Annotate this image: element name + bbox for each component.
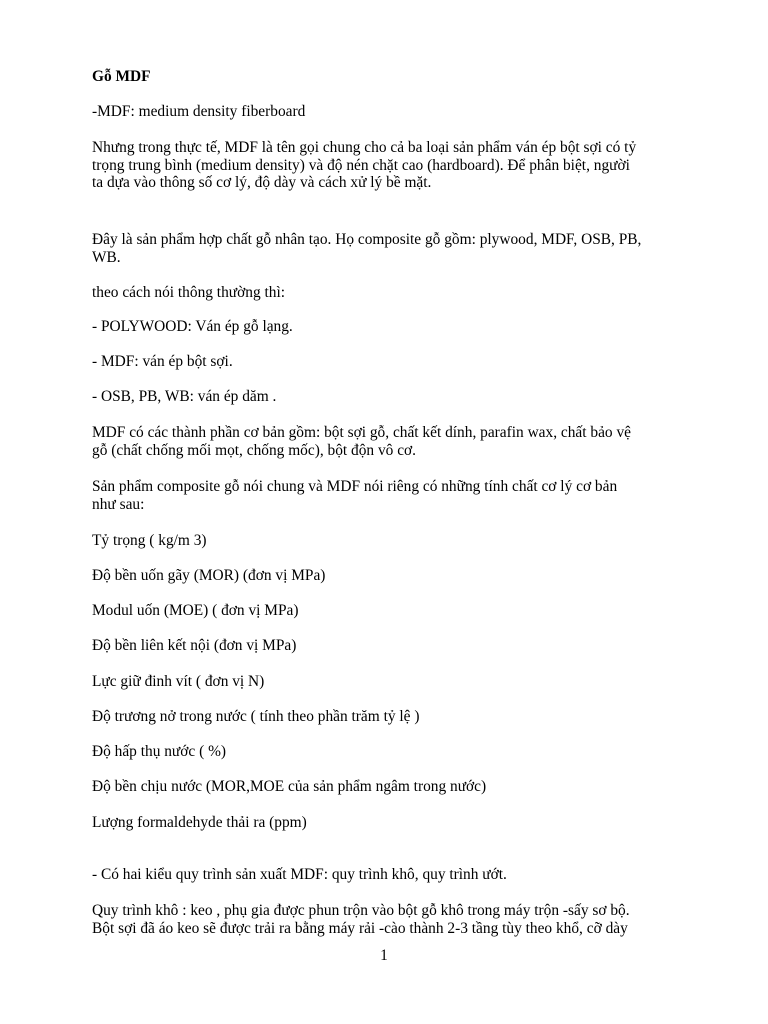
page-number: 1 xyxy=(380,947,388,964)
text-line: ta dựa vào thông số cơ lý, độ dày và cách xử lý bề mặt. xyxy=(92,174,432,191)
list-item xyxy=(92,353,732,371)
text-line: Tỷ trọng ( kg/m 3) xyxy=(92,532,207,549)
paragraph xyxy=(92,139,732,192)
paragraph xyxy=(92,284,732,302)
text-line: Độ trương nở trong nước ( tính theo phần trăm tỷ lệ ) xyxy=(92,708,420,725)
paragraph xyxy=(92,866,732,884)
text-line: theo cách nói thông thường thì: xyxy=(92,284,286,301)
list-item xyxy=(92,318,732,336)
text-line: Quy trình khô : keo , phụ gia được phun trộn vào bột gỗ khô trong máy trộn -sấy sơ bộ. xyxy=(92,902,630,919)
paragraph xyxy=(92,424,732,459)
text-line: - OSB, PB, WB: ván ép dăm . xyxy=(92,388,277,405)
text-line: Đây là sản phẩm hợp chất gỗ nhân tạo. Họ composite gỗ gồm: plywood, MDF, OSB, PB, xyxy=(92,231,642,248)
text-line: - Có hai kiểu quy trình sản xuất MDF: quy trình khô, quy trình ướt. xyxy=(92,866,507,883)
property-item xyxy=(92,778,732,796)
paragraph xyxy=(92,478,732,513)
paragraph xyxy=(92,231,732,266)
text-line: Lượng formaldehyde thải ra (ppm) xyxy=(92,814,307,831)
text-line: Nhưng trong thực tế, MDF là tên gọi chung cho cả ba loại sản phẩm ván ép bột sợi có tỷ xyxy=(92,139,637,156)
text-line: trọng trung bình (medium density) và độ nén chặt cao (hardboard). Để phân biệt, người xyxy=(92,156,630,174)
paragraph xyxy=(92,902,732,937)
text-line: Modul uốn (MOE) ( đơn vị MPa) xyxy=(92,602,299,619)
text-line: - MDF: ván ép bột sợi. xyxy=(92,353,233,370)
text-line: Lực giữ đinh vít ( đơn vị N) xyxy=(92,673,265,690)
text-line: Bột sợi đã áo keo sẽ được trải ra bằng máy rải -cào thành 2-3 tầng tùy theo khổ, cỡ dày xyxy=(92,919,628,937)
property-item xyxy=(92,567,732,585)
property-item xyxy=(92,532,732,550)
text-line: Sản phẩm composite gỗ nói chung và MDF nói riêng có những tính chất cơ lý cơ bản xyxy=(92,478,618,495)
property-item xyxy=(92,637,732,655)
property-item xyxy=(92,743,732,761)
text-line: WB. xyxy=(92,248,121,266)
property-item xyxy=(92,814,732,832)
text-line: Độ bền chịu nước (MOR,MOE của sản phẩm ngâm trong nước) xyxy=(92,778,487,795)
document-title: Gỗ MDF xyxy=(92,68,151,85)
property-item xyxy=(92,708,732,726)
text-line: như sau: xyxy=(92,495,145,513)
property-item xyxy=(92,673,732,691)
text-line: - POLYWOOD: Ván ép gỗ lạng. xyxy=(92,318,293,335)
property-item xyxy=(92,602,732,620)
text-line: -MDF: medium density fiberboard xyxy=(92,103,306,120)
text-line: Độ bền uốn gãy (MOR) (đơn vị MPa) xyxy=(92,567,326,584)
text-line: gỗ (chất chống mối mọt, chống mốc), bột độn vô cơ. xyxy=(92,441,417,459)
text-line: Độ hấp thụ nước ( %) xyxy=(92,743,227,760)
list-item xyxy=(92,388,732,406)
text-line: Độ bền liên kết nội (đơn vị MPa) xyxy=(92,637,297,654)
paragraph xyxy=(92,103,732,121)
text-line: MDF có các thành phần cơ bản gồm: bột sợi gỗ, chất kết dính, parafin wax, chất bảo vệ xyxy=(92,424,631,441)
